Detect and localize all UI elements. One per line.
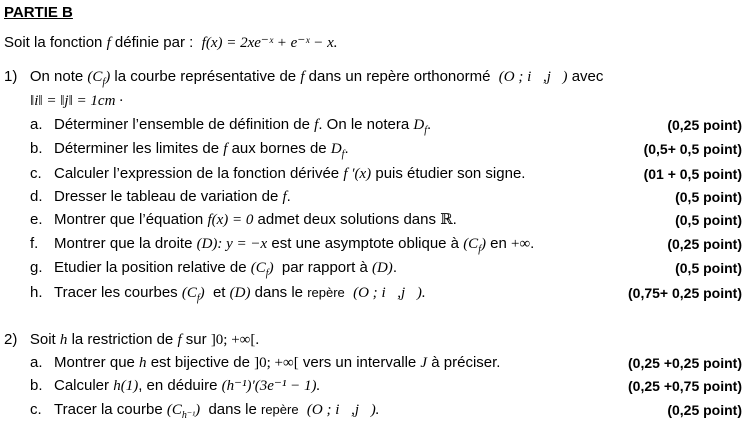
points-badge: (0,5+ 0,5 point)	[643, 141, 742, 157]
q1-item-g: g. Etudier la position relative de $(C_f)$ par rapport à (D). (0,5 point)	[30, 259, 742, 279]
question-1-header: 1) On note $(C_f)$ la courbe représentative de f dans un repère orthonormé (O ; i⃗,j) avec	[4, 68, 604, 88]
q1-item-f: f. Montrer que la droite (D): y = −x est une asymptote oblique à $(C_f)$ en +∞. (0,25 point)	[30, 235, 742, 255]
q2-item-b: b. Calculer h(1), en déduire (h⁻¹)′(3e⁻¹ − 1). (0,25 +0,75 point)	[30, 377, 742, 394]
points-badge: (01 + 0,5 point)	[643, 166, 742, 182]
question-2-header: 2) Soit h la restriction de f sur ]0; +∞[.	[4, 331, 260, 348]
q1-item-a: a. Déterminer l’ensemble de définition de f. On le notera $D_f$. (0,25 point)	[30, 116, 742, 136]
points-badge: (0,5 point)	[675, 189, 742, 205]
points-badge: (0,25 point)	[667, 117, 742, 133]
points-badge: (0,5 point)	[675, 260, 742, 276]
points-badge: (0,25 point)	[667, 236, 742, 252]
points-badge: (0,25 +0,75 point)	[628, 378, 742, 394]
q1-item-h: h. Tracer les courbes $(C_f)$ et (D) dans le repère (O ; i⃗,j). (0,75+ 0,25 point)	[30, 284, 742, 304]
points-badge: (0,25 +0,25 point)	[628, 355, 742, 371]
q1-item-b: b. Déterminer les limites de f aux bornes de $D_f$. (0,5+ 0,5 point)	[30, 140, 742, 160]
intro-line: Soit la fonction f définie par : f(x) = 2xe⁻ˣ + e⁻ˣ − x.	[4, 34, 338, 51]
q2-item-c: c. Tracer la courbe $(C_{h^{-1}})$ dans le repère (O ; i⃗,j). (0,25 point)	[30, 401, 742, 421]
q1-item-c: c. Calculer l’expression de la fonction dérivée f ′(x) puis étudier son signe. (01 + 0,5 point)	[30, 165, 742, 182]
function-formula: f(x) = 2xe⁻ˣ + e⁻ˣ − x.	[201, 35, 338, 51]
q2-item-a: a. Montrer que h est bijective de ]0; +∞[ vers un intervalle J à préciser. (0,25 +0,25 point)	[30, 354, 742, 371]
q1-item-e: e. Montrer que l’équation f(x) = 0 admet deux solutions dans ℝ. (0,5 point)	[30, 211, 742, 228]
points-badge: (0,5 point)	[675, 212, 742, 228]
points-badge: (0,25 point)	[667, 402, 742, 418]
part-title: PARTIE B	[4, 4, 73, 21]
norm-line: ‖i‖ = ‖j‖ = 1cm ·	[30, 93, 123, 109]
points-badge: (0,75+ 0,25 point)	[628, 285, 742, 301]
q1-item-d: d. Dresser le tableau de variation de f. (0,5 point)	[30, 188, 742, 205]
